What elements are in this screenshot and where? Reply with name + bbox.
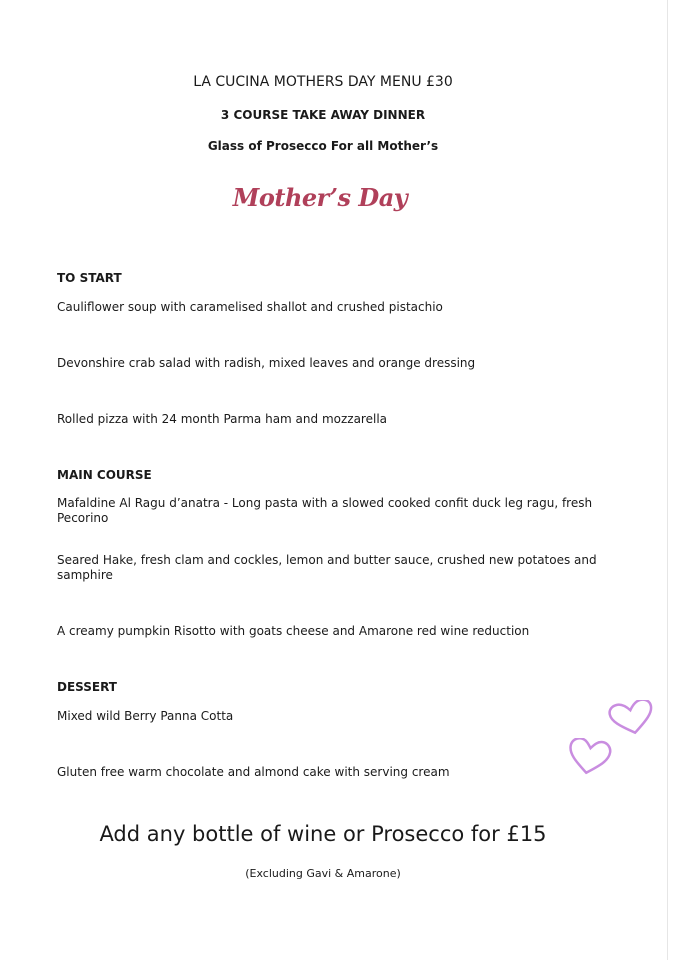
menu-item: A creamy pumpkin Risotto with goats cheese and Amarone red wine reduction <box>57 624 530 638</box>
menu-item: Seared Hake, fresh clam and cockles, lemon and butter sauce, crushed new potatoes and samphire <box>57 553 597 582</box>
menu-title: LA CUCINA MOTHERS DAY MENU £30 <box>193 74 453 90</box>
offer-exclusion: (Excluding Gavi & Amarone) <box>245 867 401 880</box>
section-heading-start: TO START <box>57 271 122 285</box>
menu-item: Rolled pizza with 24 month Parma ham and mozzarella <box>57 412 387 426</box>
wine-offer: Add any bottle of wine or Prosecco for £15 <box>99 822 547 846</box>
prosecco-note: Glass of Prosecco For all Mother’s <box>207 139 439 153</box>
heart-outline-icon <box>608 700 656 736</box>
menu-item: Devonshire crab salad with radish, mixed leaves and orange dressing <box>57 356 476 370</box>
menu-item: Mixed wild Berry Panna Cotta <box>57 709 234 723</box>
menu-item: Cauliflower soup with caramelised shallot and crushed pistachio <box>57 300 443 314</box>
menu-subtitle: 3 COURSE TAKE AWAY DINNER <box>220 108 426 122</box>
menu-item: Mafaldine Al Ragu d’anatra - Long pasta with a slowed cooked confit duck leg ragu, fresh Pecorino <box>57 496 593 525</box>
heart-outline-icon <box>566 738 612 776</box>
section-heading-main: MAIN COURSE <box>57 468 152 482</box>
mothers-day-logo: Mother’s Day <box>232 183 408 212</box>
page-edge <box>667 0 668 960</box>
section-heading-dessert: DESSERT <box>57 680 117 694</box>
menu-item: Gluten free warm chocolate and almond cake with serving cream <box>57 765 450 779</box>
